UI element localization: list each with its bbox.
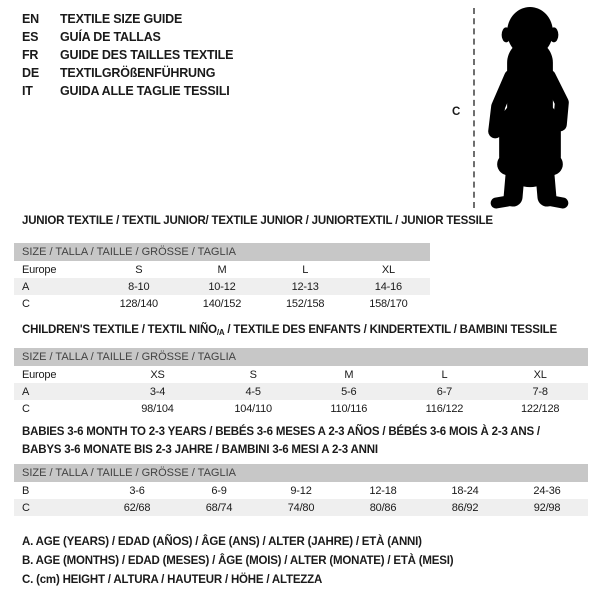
table-cell: 80/86 xyxy=(342,499,424,516)
table-header-row xyxy=(14,243,430,261)
language-code: IT xyxy=(22,84,33,98)
children-title-subscript: /A xyxy=(216,328,225,337)
table-cell: L xyxy=(441,368,448,381)
row-label: A xyxy=(14,278,97,295)
table-cell: 24-36 xyxy=(533,484,561,497)
children-title-suffix: / TEXTILE DES ENFANTS / KINDERTEXTIL / BAMBINI TESSILE xyxy=(224,324,557,336)
table-cell: M xyxy=(344,368,354,381)
table-cell: 3-4 xyxy=(110,383,206,400)
table-cell: 110/116 xyxy=(330,402,368,415)
footnote-a: A. AGE (YEARS) / EDAD (AÑOS) / ÂGE (ANS) / ALTER (JAHRE) / ETÀ (ANNI) xyxy=(22,536,422,548)
table-row xyxy=(14,482,588,499)
height-dashed-line xyxy=(473,8,475,208)
language-row-it xyxy=(22,82,233,100)
table-row xyxy=(14,400,588,417)
table-cell: 8-10 xyxy=(97,278,180,295)
table-row xyxy=(14,499,588,516)
language-row-fr xyxy=(22,46,233,64)
table-cell: 5-6 xyxy=(301,383,397,400)
language-row-es xyxy=(22,28,233,46)
table-cell: S xyxy=(135,263,143,276)
table-cell: 14-16 xyxy=(347,278,430,295)
table-cell: 98/104 xyxy=(141,402,174,415)
table-cell: 12-13 xyxy=(264,278,347,295)
table-cell: 3-6 xyxy=(129,484,145,497)
table-cell: 74/80 xyxy=(260,499,342,516)
footnotes xyxy=(22,533,453,590)
table-cell: 128/140 xyxy=(119,297,158,310)
language-title: GUIDA ALLE TAGLIE TESSILI xyxy=(60,84,230,98)
table-cell: 62/68 xyxy=(96,499,178,516)
size-header-cell: SIZE / TALLA / TAILLE / GRÖSSE / TAGLIA xyxy=(14,348,588,366)
children-section-title xyxy=(22,321,557,342)
children-title-prefix: CHILDREN'S TEXTILE / TEXTIL NIÑO xyxy=(22,324,217,336)
table-cell: XL xyxy=(533,368,547,381)
table-cell: 7-8 xyxy=(492,383,588,400)
table-header-row xyxy=(14,348,588,366)
table-cell: 158/170 xyxy=(369,297,408,310)
table-cell: L xyxy=(302,263,309,276)
table-cell: 4-5 xyxy=(205,383,301,400)
children-size-table xyxy=(14,348,588,417)
babies-title-line2: BABYS 3-6 MONATE BIS 2-3 JAHRE / BAMBINI 3-6 MESI A 2-3 ANNI xyxy=(22,444,378,456)
table-cell: S xyxy=(249,368,257,381)
row-label: C xyxy=(14,499,96,516)
babies-title-line1: BABIES 3-6 MONTH TO 2-3 YEARS / BEBÉS 3-6 MESES A 2-3 AÑOS / BÉBÉS 3-6 MOIS À 2-3 ANS / xyxy=(22,426,540,438)
table-cell: 104/110 xyxy=(234,402,272,415)
row-label: C xyxy=(22,297,30,310)
table-cell: 12-18 xyxy=(369,484,397,497)
table-cell: 6-7 xyxy=(397,383,493,400)
table-row xyxy=(14,261,430,278)
language-code: DE xyxy=(22,66,39,80)
table-cell: 10-12 xyxy=(180,278,263,295)
language-code: FR xyxy=(22,48,39,62)
size-header-cell: SIZE / TALLA / TAILLE / GRÖSSE / TAGLIA xyxy=(14,243,430,261)
row-label: B xyxy=(22,484,30,497)
row-label: Europe xyxy=(22,263,57,276)
language-code: ES xyxy=(22,30,39,44)
babies-section-title xyxy=(22,423,540,459)
toddler-silhouette-icon xyxy=(479,5,581,209)
language-row-en xyxy=(22,10,233,28)
row-label: Europe xyxy=(22,368,57,381)
language-code: EN xyxy=(22,12,39,26)
table-cell: 6-9 xyxy=(211,484,227,497)
table-cell: 86/92 xyxy=(424,499,506,516)
table-cell: 92/98 xyxy=(506,499,588,516)
table-row xyxy=(14,278,430,295)
table-cell: 9-12 xyxy=(290,484,312,497)
table-row xyxy=(14,366,588,383)
language-row-de xyxy=(22,64,233,82)
table-cell: 68/74 xyxy=(178,499,260,516)
language-list xyxy=(22,10,233,100)
table-header-row xyxy=(14,464,588,482)
measure-c-label: C xyxy=(452,106,461,118)
table-row xyxy=(14,295,430,312)
table-cell: XL xyxy=(381,263,395,276)
footnote-b: B. AGE (MONTHS) / EDAD (MESES) / ÂGE (MOIS) / ALTER (MONATE) / ETÀ (MESI) xyxy=(22,555,454,567)
size-header-cell: SIZE / TALLA / TAILLE / GRÖSSE / TAGLIA xyxy=(14,464,588,482)
language-title: GUÍA DE TALLAS xyxy=(60,30,161,44)
junior-section-title: JUNIOR TEXTILE / TEXTIL JUNIOR/ TEXTILE JUNIOR / JUNIORTEXTIL / JUNIOR TESSILE xyxy=(22,215,493,227)
footnote-c: C. (cm) HEIGHT / ALTURA / HAUTEUR / HÖHE / ALTEZZA xyxy=(22,574,323,586)
row-label: A xyxy=(14,383,110,400)
table-row xyxy=(14,383,588,400)
table-cell: M xyxy=(217,263,227,276)
language-title: GUIDE DES TAILLES TEXTILE xyxy=(60,48,234,62)
babies-size-table xyxy=(14,464,588,516)
language-title: TEXTILE SIZE GUIDE xyxy=(60,12,183,26)
junior-size-table xyxy=(14,243,430,312)
height-measure-figure xyxy=(440,0,600,215)
table-cell: 122/128 xyxy=(520,402,560,415)
table-cell: 140/152 xyxy=(202,297,242,310)
language-title: TEXTILGRÖßENFÜHRUNG xyxy=(60,66,216,80)
row-label: C xyxy=(22,402,30,415)
table-cell: XS xyxy=(150,368,165,381)
table-cell: 116/122 xyxy=(425,402,464,415)
table-cell: 18-24 xyxy=(451,484,479,497)
table-cell: 152/158 xyxy=(285,297,325,310)
